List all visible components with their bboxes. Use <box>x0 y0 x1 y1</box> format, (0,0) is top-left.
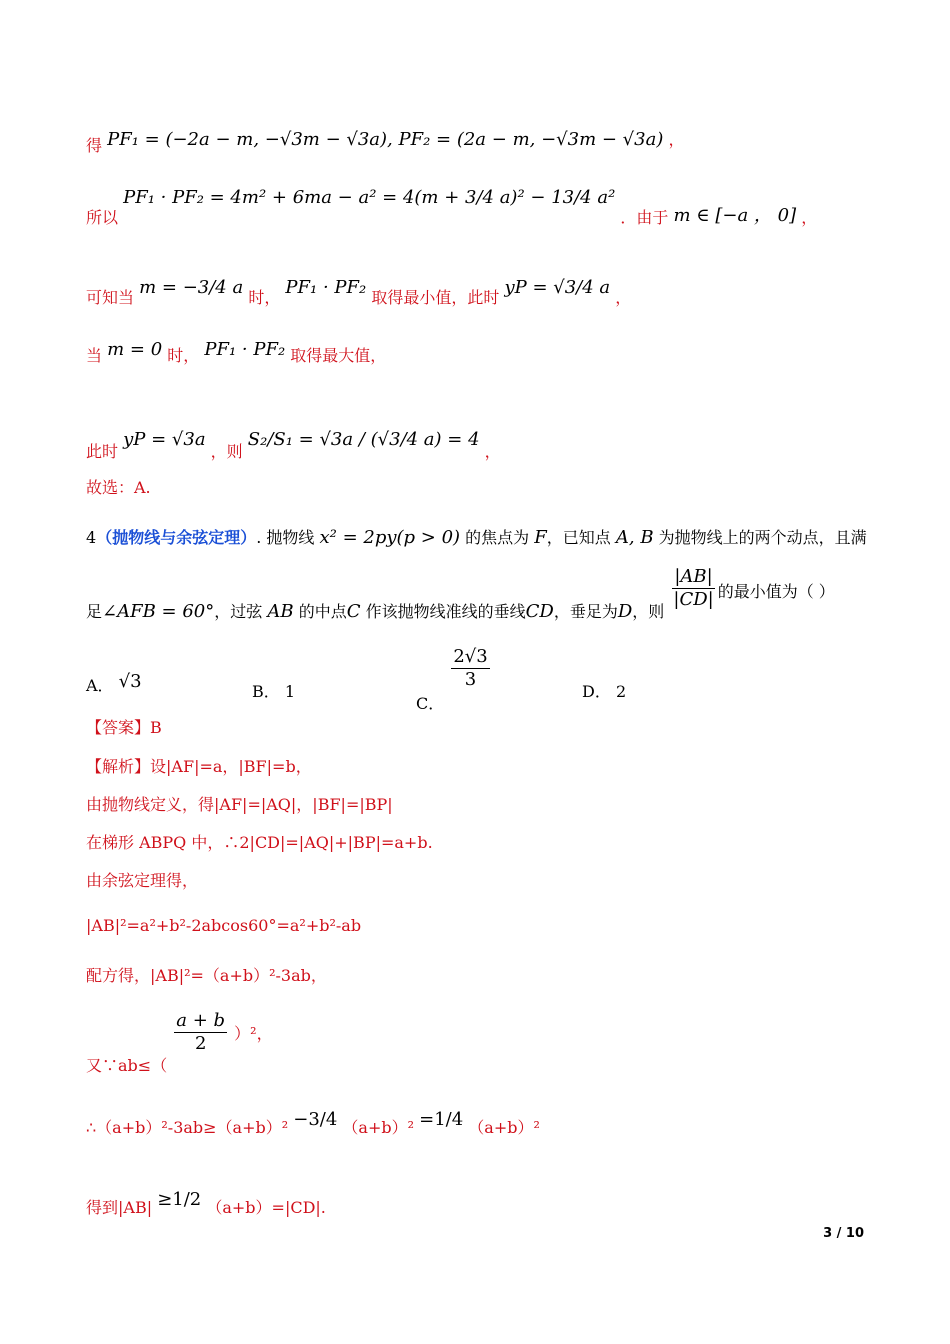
line-area-ratio <box>86 429 501 461</box>
q4-text3: ，已知点 <box>546 528 611 547</box>
line3-mid1: 时， <box>248 288 281 307</box>
option-c-label: C． <box>416 694 445 713</box>
chord-AB: AB <box>267 601 294 622</box>
question-number: 4 <box>86 528 97 547</box>
choose-a-line: 故选：A. <box>86 478 151 497</box>
q4-text1: . 抛物线 <box>256 528 315 547</box>
line3-math3: yP = √3/4 a <box>504 277 611 298</box>
line3-prefix: 可知当 <box>86 288 135 307</box>
line4-math1: m = 0 <box>107 339 163 360</box>
segment-CD: CD <box>525 601 554 622</box>
q4-line2e: ，垂足为 <box>553 602 618 621</box>
line3-mid2: 取得最小值，此时 <box>371 288 500 307</box>
points-AB: A, B <box>615 527 654 548</box>
line2-mid: ．由于 <box>620 208 669 227</box>
analysis-line-4: 由余弦定理得， <box>86 871 199 890</box>
line1-suffix: ， <box>668 130 685 149</box>
analysis-8-frac1: −3/4 <box>293 1109 338 1130</box>
line4-math2: PF₁ · PF₂ <box>204 339 286 360</box>
line2-suffix: ， <box>801 208 818 227</box>
angle-AFB: ∠AFB = 60° <box>102 601 215 622</box>
q4-text2: 的焦点为 <box>465 528 530 547</box>
analysis-7-suffix: ）²， <box>234 1024 273 1043</box>
analysis-7-denominator: 2 <box>194 1033 207 1054</box>
q4-line2a: 足 <box>86 602 103 621</box>
analysis-9-frac: ≥1/2 <box>157 1189 202 1210</box>
q4-line2c: 的中点 <box>298 602 347 621</box>
analysis-line-7 <box>86 1010 273 1075</box>
line5-math1: yP = √3a <box>123 429 206 450</box>
line5-mid1: ，则 <box>210 442 243 461</box>
option-a-label: A． <box>86 676 114 695</box>
analysis-label: 【解析】 <box>86 757 151 776</box>
line-min-value <box>86 277 632 307</box>
option-b[interactable] <box>252 682 295 702</box>
line5-math2: S₂/S₁ = √3a / (√3/4 a) = 4 <box>247 429 480 450</box>
ratio-denominator: |CD| <box>673 589 714 610</box>
parabola-equation: x² = 2py(p > 0) <box>319 527 461 548</box>
ratio-numerator: |AB| <box>674 566 713 587</box>
analysis-1-text: 设|AF|=a，|BF|=b， <box>150 757 312 776</box>
q4-line2g: 的最小值为（ ） <box>717 582 835 601</box>
option-b-label: B． <box>252 682 280 701</box>
analysis-9-prefix: 得到|AB| <box>86 1198 153 1217</box>
focus-F: F <box>534 527 547 548</box>
analysis-line-9 <box>86 1189 326 1218</box>
analysis-7-fraction <box>174 1010 227 1055</box>
option-c[interactable] <box>416 646 492 713</box>
ratio-fraction <box>671 566 715 611</box>
option-d-value: 2 <box>615 682 627 701</box>
line1-math: PF₁ = (−2a − m, −√3m − √3a), PF₂ = (2a − m, −√3m − √3a) <box>107 129 664 150</box>
analysis-8-mid: （a+b）² <box>342 1118 415 1137</box>
option-a-value: √3 <box>118 671 142 692</box>
option-a[interactable] <box>86 671 142 696</box>
option-c-numerator: 2√3 <box>453 646 488 667</box>
midpoint-C: C <box>346 601 361 622</box>
page-number: 3 / 10 <box>823 1226 864 1241</box>
q4-line2d: 作该抛物线准线的垂线 <box>365 602 526 621</box>
line4-mid1: 时， <box>167 346 200 365</box>
question-4-line1 <box>86 528 867 548</box>
line1-prefix: 得 <box>86 136 103 155</box>
analysis-line-8 <box>86 1109 540 1138</box>
analysis-7-numerator: a + b <box>176 1010 226 1031</box>
line4-suffix: 取得最大值， <box>290 346 387 365</box>
analysis-8-frac2: =1/4 <box>419 1109 464 1130</box>
answer-line <box>86 718 162 738</box>
line5-suffix: ， <box>484 442 501 461</box>
q4-text4: 为抛物线上的两个动点，且满 <box>658 528 867 547</box>
line2-math: PF₁ · PF₂ = 4m² + 6ma − a² = 4(m + 3/4 a)² − 13/4 a² <box>123 187 616 208</box>
question-tag: （抛物线与余弦定理） <box>96 528 257 547</box>
line-vectors <box>86 129 685 155</box>
line2-range: m ∈ [−a ， 0] <box>673 205 797 226</box>
analysis-line-6: 配方得，|AB|²=（a+b）²-3ab， <box>86 966 327 985</box>
analysis-8-suffix: （a+b）² <box>468 1118 540 1137</box>
answer-value: B <box>150 718 162 737</box>
analysis-9-suffix: （a+b）=|CD|. <box>206 1198 326 1217</box>
line5-prefix: 此时 <box>86 442 119 461</box>
analysis-line-3: 在梯形 ABPQ 中，∴2|CD|=|AQ|+|BP|=a+b. <box>86 833 433 852</box>
answer-label: 【答案】 <box>86 718 151 737</box>
line2-prefix: 所以 <box>86 208 119 227</box>
analysis-8-prefix: ∴（a+b）²-3ab≥（a+b）² <box>86 1118 289 1137</box>
option-c-denominator: 3 <box>464 669 477 690</box>
analysis-line-5: |AB|²=a²+b²-2abcos60°=a²+b²-ab <box>86 916 362 935</box>
option-b-value: 1 <box>284 682 296 701</box>
option-c-fraction <box>451 646 489 691</box>
q4-line2b: ，过弦 <box>214 602 263 621</box>
line4-prefix: 当 <box>86 346 103 365</box>
line-max-value <box>86 339 387 365</box>
analysis-line-2: 由抛物线定义，得|AF|=|AQ|，|BF|=|BP| <box>86 795 393 814</box>
line3-suffix: ， <box>615 288 632 307</box>
option-d[interactable] <box>582 682 626 702</box>
analysis-7-prefix: 又∵ab≤（ <box>86 1056 168 1075</box>
line-dot-product <box>86 187 818 227</box>
analysis-line-1 <box>86 757 312 777</box>
foot-D: D <box>617 601 633 622</box>
question-4-line2 <box>86 566 835 622</box>
q4-line2f: ，则 <box>632 602 665 621</box>
line3-math1: m = −3/4 a <box>139 277 244 298</box>
line3-math2: PF₁ · PF₂ <box>285 277 367 298</box>
option-d-label: D． <box>582 682 611 701</box>
